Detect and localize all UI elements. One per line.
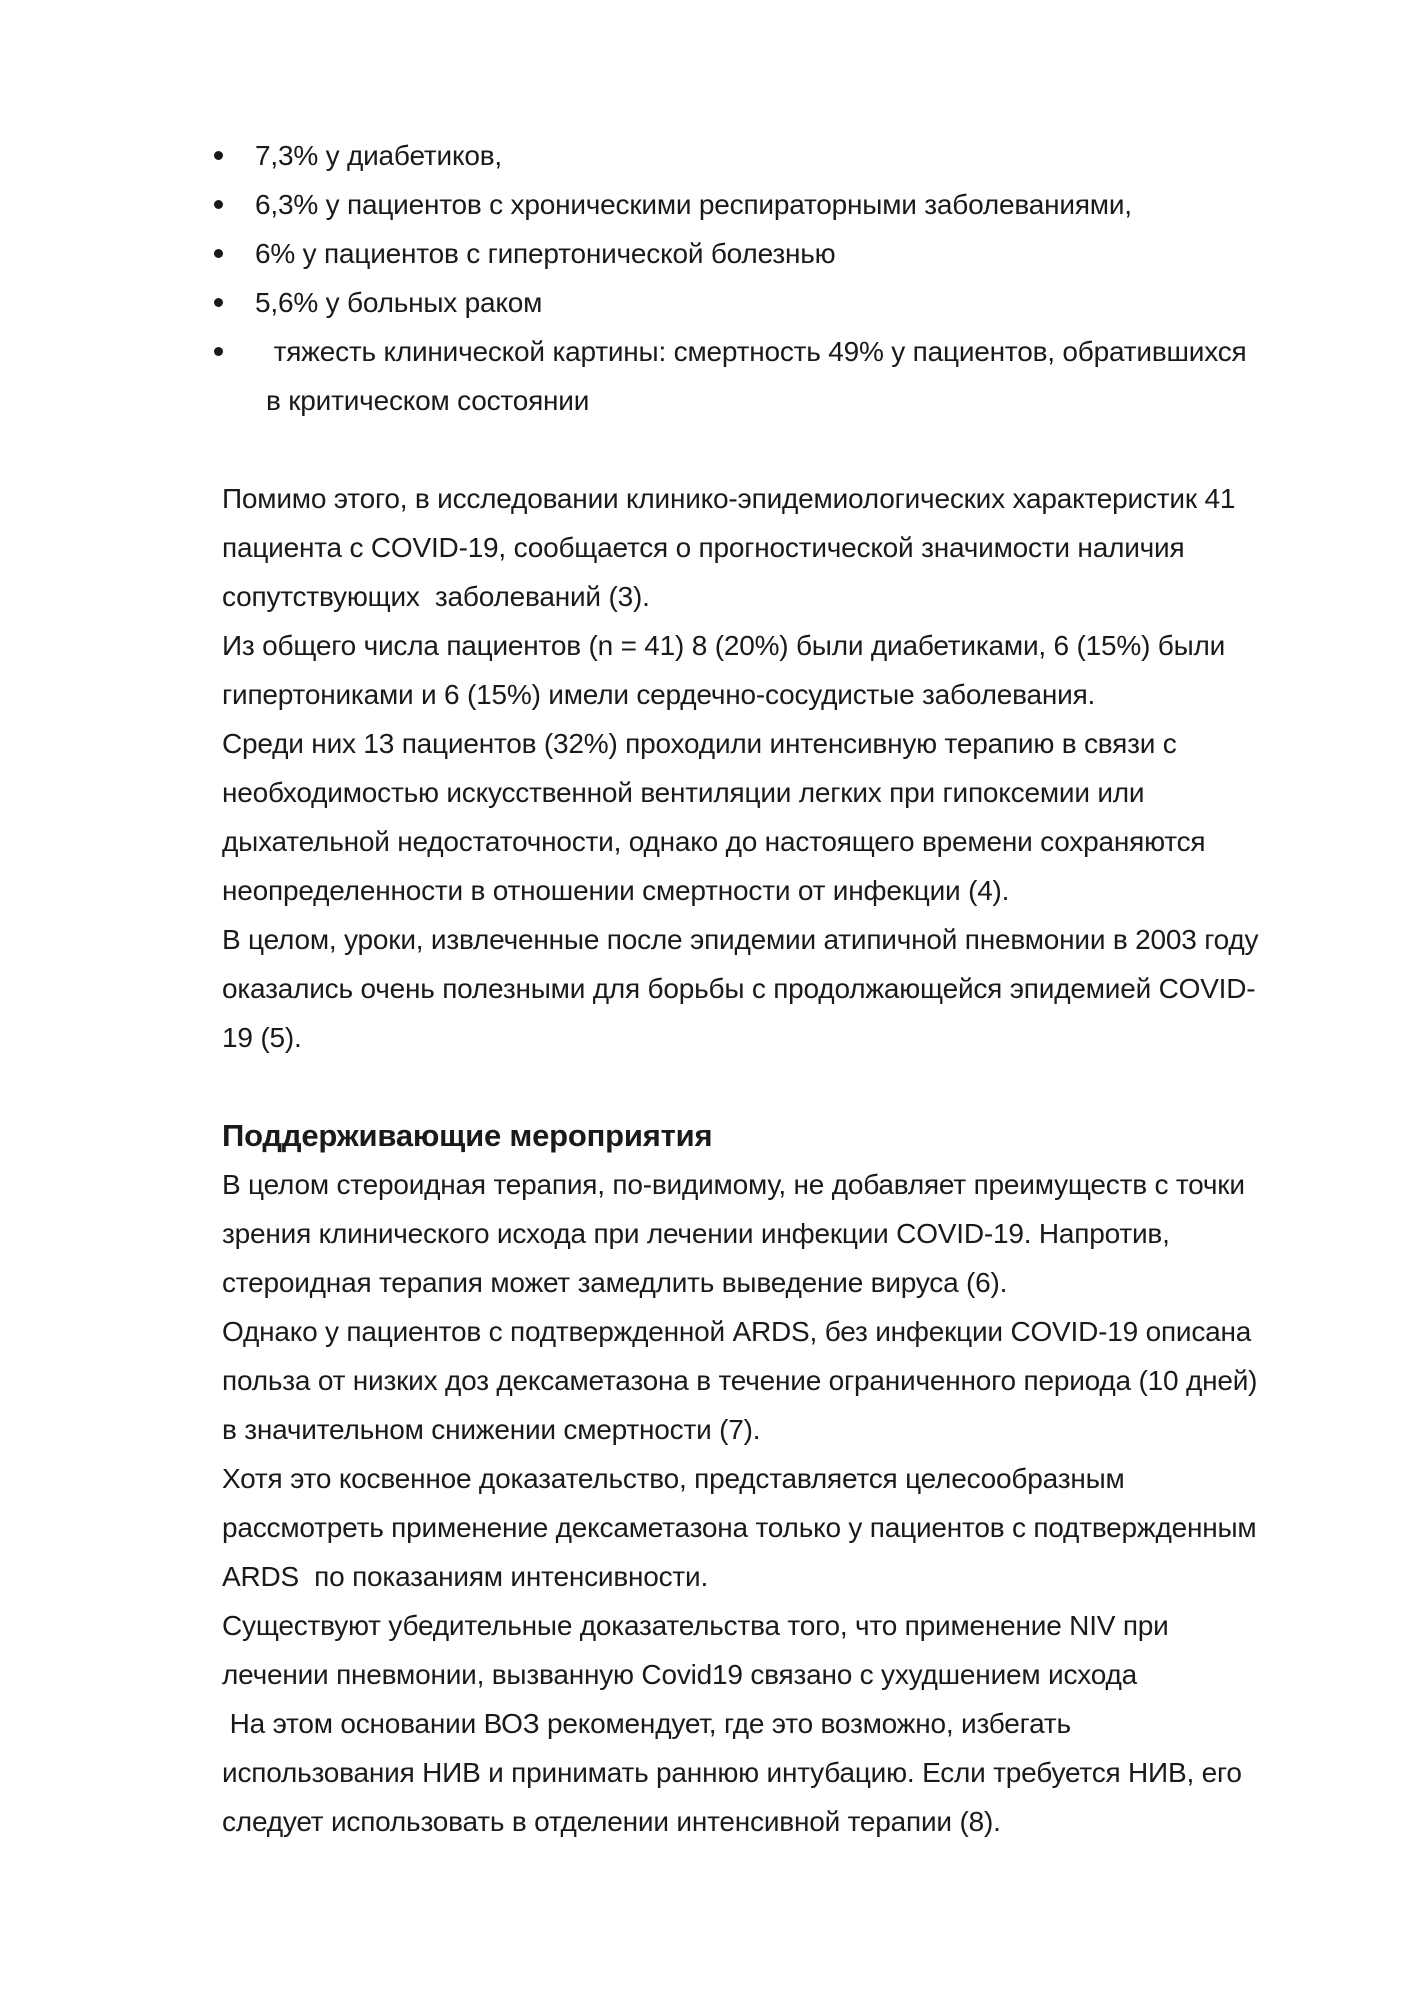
bullet-list bbox=[214, 131, 1262, 425]
bullet-icon bbox=[214, 298, 223, 307]
bullet-item-text: 6,3% у пациентов с хроническими респираторными заболеваниями, bbox=[255, 189, 1132, 220]
list-item bbox=[214, 229, 1262, 278]
document-content bbox=[222, 131, 1266, 1846]
bullet-icon bbox=[214, 200, 223, 209]
bullet-item-text: 6% у пациентов с гипертонической болезнью bbox=[255, 238, 836, 269]
section-heading: Поддерживающие мероприятия bbox=[222, 1118, 713, 1153]
paragraph: Существуют убедительные доказательства того, что применение NIV при лечении пневмонии, вызванную Covid19 связано с ухудшением исхода bbox=[222, 1610, 1177, 1690]
bullet-item-text: тяжесть клинической картины: смертность 49% у пациентов, обратившихся в критическом состоянии bbox=[266, 336, 1255, 416]
section-epidemiology bbox=[222, 474, 1266, 1062]
paragraph: Хотя это косвенное доказательство, представляется целесообразным рассмотреть применение дексаметазона только у пациентов с подтвержденным ARDS по показаниям интенсивности. bbox=[222, 1463, 1265, 1592]
paragraph: Из общего числа пациентов (n = 41) 8 (20%) были диабетиками, 6 (15%) были гипертониками и 6 (15%) имели сердечно-сосудистые заболевания. bbox=[222, 630, 1233, 710]
list-item bbox=[214, 327, 1262, 425]
bullet-item-text: 7,3% у диабетиков, bbox=[255, 140, 502, 171]
paragraph: В целом стероидная терапия, по-видимому, не добавляет преимуществ с точки зрения клинического исхода при лечении инфекции COVID-19. Напротив, стероидная терапия может замедлить выведение вируса (6). bbox=[222, 1169, 1253, 1298]
paragraph: Среди них 13 пациентов (32%) проходили интенсивную терапию в связи с необходимостью искусственной вентиляции легких при гипоксемии или дыхательной недостаточности, однако до настоящего времени сохраняются неопределенности в отношении смертности от инфекции (4). bbox=[222, 728, 1213, 906]
bullet-icon bbox=[214, 151, 223, 160]
section-supportive-measures bbox=[222, 1160, 1265, 1846]
bullet-icon bbox=[214, 249, 223, 258]
bullet-item-text: 5,6% у больных раком bbox=[255, 287, 543, 318]
list-item bbox=[214, 180, 1262, 229]
paragraph: Однако у пациентов с подтвержденной ARDS, без инфекции COVID-19 описана польза от низких доз дексаметазона в течение ограниченного периода (10 дней) в значительном снижении смертности (7). bbox=[222, 1316, 1265, 1445]
paragraph: На этом основании ВОЗ рекомендует, где это возможно, избегать использования НИВ и принимать раннюю интубацию. Если требуется НИВ, его следует использовать в отделении интенсивной терапии (8). bbox=[222, 1708, 1250, 1837]
list-item bbox=[214, 131, 1262, 180]
paragraph: В целом, уроки, извлеченные после эпидемии атипичной пневмонии в 2003 году оказались очень полезными для борьбы с продолжающейся эпидемией COVID-19 (5). bbox=[222, 924, 1266, 1053]
bullet-icon bbox=[214, 347, 223, 356]
paragraph: Помимо этого, в исследовании клинико-эпидемиологических характеристик 41 пациента с COVID-19, сообщается о прогностической значимости наличия сопутствующих заболеваний (3). bbox=[222, 483, 1243, 612]
list-item bbox=[214, 278, 1262, 327]
